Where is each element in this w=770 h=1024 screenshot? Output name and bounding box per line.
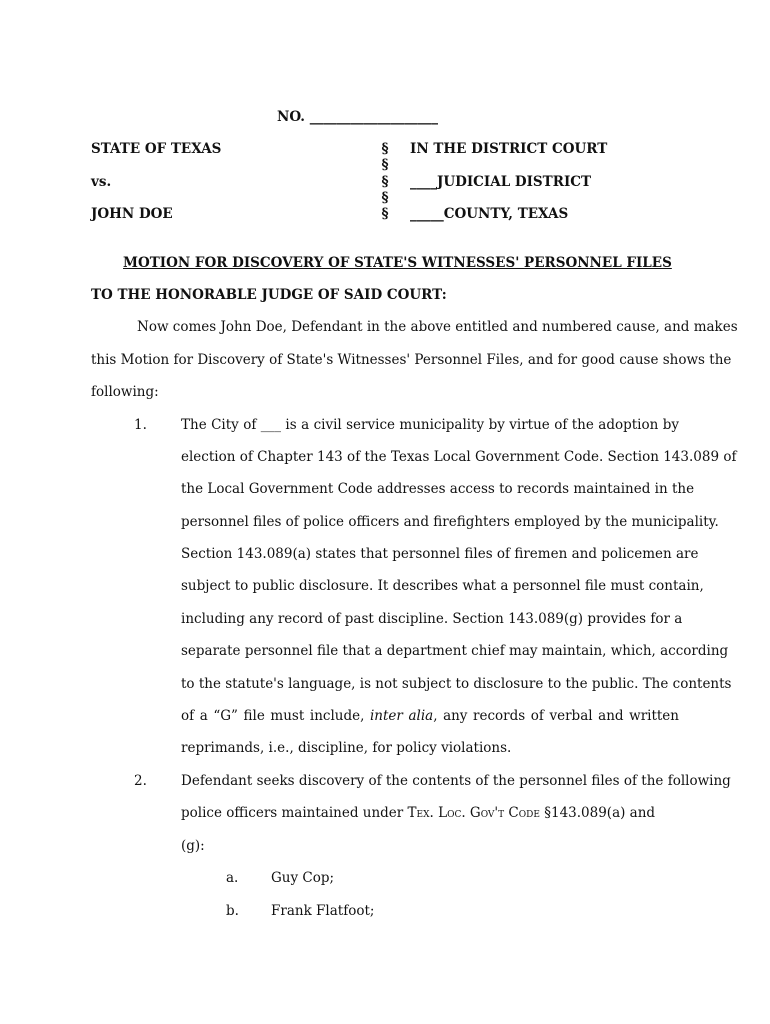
section-mark: § bbox=[381, 206, 389, 222]
paragraph-line: to the statute's language, is not subject to disclosure to the public. The contents bbox=[181, 676, 732, 692]
paragraph-line: personnel files of police officers and firefighters employed by the municipality. bbox=[181, 514, 719, 530]
caption-versus: vs. bbox=[91, 174, 112, 190]
section-mark: § bbox=[381, 174, 389, 190]
salutation: TO THE HONORABLE JUDGE OF SAID COURT: bbox=[91, 287, 447, 303]
section-mark: § bbox=[381, 141, 389, 157]
paragraph-line: separate personnel file that a department chief may maintain, which, according bbox=[181, 643, 729, 659]
motion-title: MOTION FOR DISCOVERY OF STATE'S WITNESSES' PERSONNEL FILES bbox=[123, 255, 672, 271]
paragraph-line: of a “G” file must include, inter alia, any records of verbal and written bbox=[181, 708, 679, 724]
caption-defendant: JOHN DOE bbox=[91, 206, 173, 222]
list-item: Frank Flatfoot; bbox=[271, 903, 375, 919]
intro-line: Now comes John Doe, Defendant in the above entitled and numbered cause, and makes bbox=[137, 319, 738, 335]
paragraph-line: election of Chapter 143 of the Texas Local Government Code. Section 143.089 of bbox=[181, 449, 737, 465]
list-item-letter: a. bbox=[226, 870, 239, 886]
paragraph-line: The City of ___ is a civil service municipality by virtue of the adoption by bbox=[181, 417, 679, 433]
intro-line: this Motion for Discovery of State's Witnesses' Personnel Files, and for good cause shows the bbox=[91, 352, 732, 368]
paragraph-line: the Local Government Code addresses access to records maintained in the bbox=[181, 481, 695, 497]
paragraph-line: (g): bbox=[181, 838, 205, 854]
paragraph-number: 2. bbox=[134, 773, 147, 789]
statute-citation: Tex. Loc. Gov't Code bbox=[407, 805, 540, 821]
section-mark: § bbox=[381, 190, 389, 206]
list-item-letter: b. bbox=[226, 903, 239, 919]
caption-plaintiff: STATE OF TEXAS bbox=[91, 141, 222, 157]
paragraph-line: including any record of past discipline. Section 143.089(g) provides for a bbox=[181, 611, 683, 627]
case-number: NO. ___________________ bbox=[277, 109, 438, 125]
italic-phrase: inter alia bbox=[369, 708, 434, 724]
intro-line: following: bbox=[91, 384, 159, 400]
paragraph-line: reprimands, i.e., discipline, for policy violations. bbox=[181, 740, 512, 756]
paragraph-line: police officers maintained under Tex. Loc. Gov't Code §143.089(a) and bbox=[181, 805, 656, 821]
paragraph-number: 1. bbox=[134, 417, 147, 433]
caption-district: ____JUDICIAL DISTRICT bbox=[410, 174, 592, 190]
caption-county: _____COUNTY, TEXAS bbox=[410, 206, 569, 222]
caption-court: IN THE DISTRICT COURT bbox=[410, 141, 608, 157]
paragraph-line: subject to public disclosure. It describes what a personnel file must contain, bbox=[181, 578, 704, 594]
section-mark: § bbox=[381, 157, 389, 173]
paragraph-line: Defendant seeks discovery of the contents of the personnel files of the following bbox=[181, 773, 731, 789]
list-item: Guy Cop; bbox=[271, 870, 335, 886]
paragraph-line: Section 143.089(a) states that personnel files of firemen and policemen are bbox=[181, 546, 699, 562]
